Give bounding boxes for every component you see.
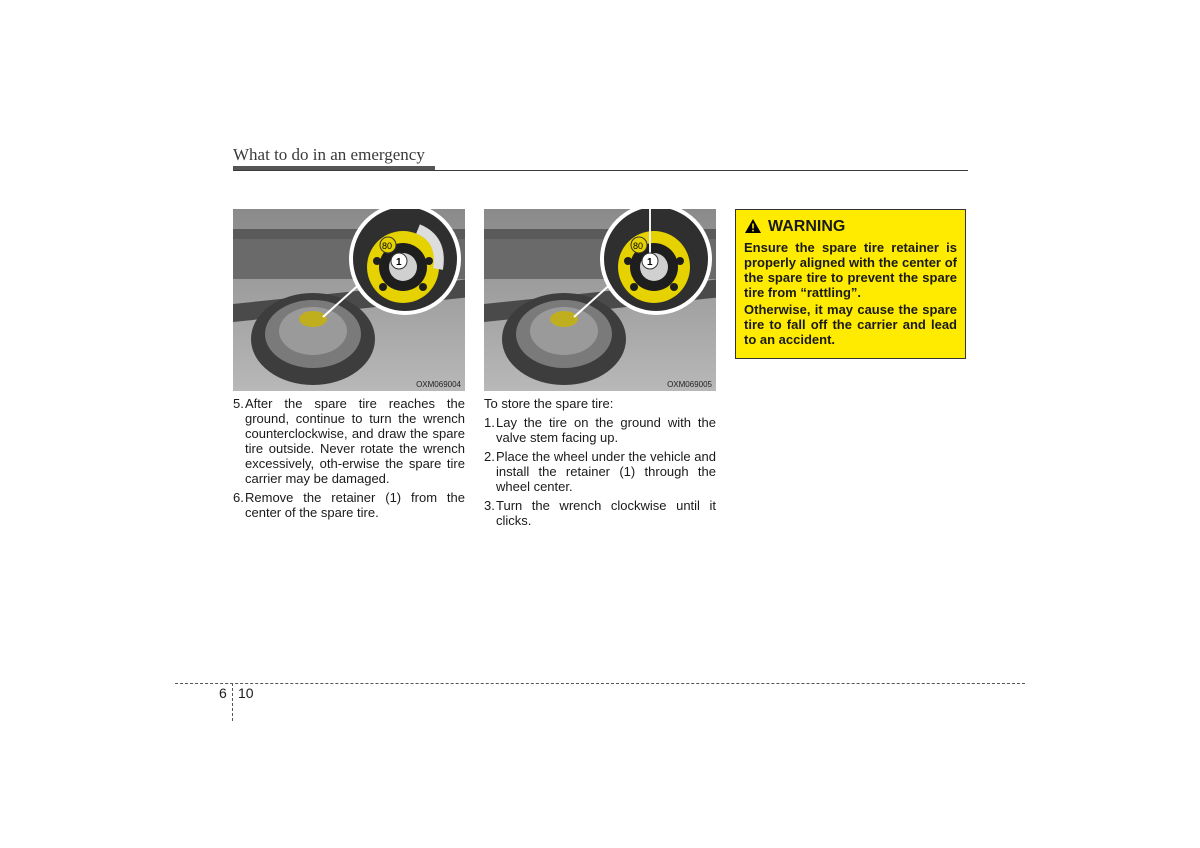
list-item-number: 2. [484, 449, 495, 464]
warning-title: WARNING [768, 217, 846, 235]
list-item-number: 5. [233, 396, 244, 411]
figure-spare-tire-storing [484, 209, 716, 391]
spare-tire-illustration [233, 209, 465, 391]
figure-code: OXM069005 [667, 380, 712, 389]
left-column [233, 396, 465, 524]
list-item-text: After the spare tire reaches the ground, continue to turn the wrench counterclockwise, and draw the spare tire outside. Never rotate the wrench excessively, oth-erwise the spare tire carrier may be damaged. [245, 396, 465, 486]
middle-column [484, 396, 716, 532]
list-item-number: 6. [233, 490, 244, 505]
list-item [484, 449, 716, 494]
chapter-number: 6 [219, 685, 227, 701]
figure-badge-80: 80 [633, 241, 644, 251]
list-item-number: 3. [484, 498, 495, 513]
warning-paragraph: Ensure the spare tire retainer is properly aligned with the center of the spare tire to prevent the spare tire from “rattling”. [744, 240, 957, 300]
list-item [233, 396, 465, 486]
figure-marker-1: 1 [647, 257, 653, 268]
warning-box [735, 209, 966, 359]
figure-code: OXM069004 [416, 380, 461, 389]
list-item [484, 415, 716, 445]
list-item-number: 1. [484, 415, 495, 430]
list-item [233, 490, 465, 520]
footer-rule [175, 683, 1025, 684]
warning-paragraph: Otherwise, it may cause the spare tire to fall off the carrier and lead to an accident. [744, 302, 957, 347]
warning-header [744, 218, 957, 234]
list-item [484, 498, 716, 528]
figure-badge-80: 80 [382, 241, 393, 251]
page-number: 10 [238, 685, 254, 701]
list-item-text: Lay the tire on the ground with the valve stem facing up. [496, 415, 716, 445]
list-item-text: Place the wheel under the vehicle and install the retainer (1) through the wheel center. [496, 449, 716, 494]
figure-spare-tire-lowering [233, 209, 465, 391]
figure-marker-1: 1 [396, 257, 402, 268]
list-item-text: Turn the wrench clockwise until it clicks. [496, 498, 716, 528]
section-intro: To store the spare tire: [484, 396, 614, 411]
header-rule [233, 170, 968, 171]
header-title: What to do in an emergency [233, 145, 425, 164]
spare-tire-illustration [484, 209, 716, 391]
list-item-text: Remove the retainer (1) from the center of the spare tire. [245, 490, 465, 520]
footer-divider [232, 683, 233, 721]
warning-triangle-icon [744, 218, 762, 234]
